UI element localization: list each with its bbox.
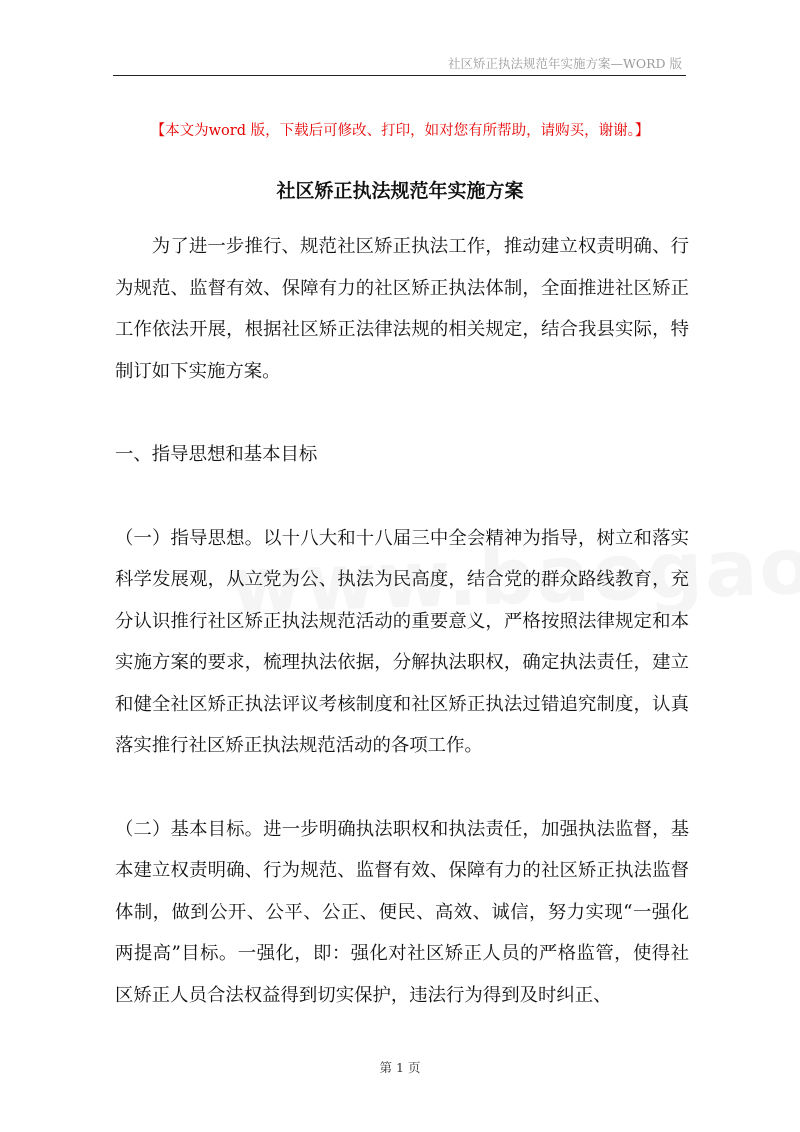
- page-number: 第 1 页: [379, 1060, 421, 1075]
- document-title: 社区矫正执法规范年实施方案: [276, 180, 524, 202]
- intro-paragraph: 为了进一步推行、规范社区矫正执法工作，推动建立权责明确、行为规范、监督有效、保障有力的社区矫正执法体制，全面推进社区矫正工作依法开展，根据社区矫正法律法规的相关规定，结合我县实际，特制订如下实施方案。: [115, 236, 689, 382]
- running-header: 社区矫正执法规范年实施方案—WORD 版: [447, 56, 682, 71]
- header-divider: [113, 75, 686, 76]
- document-body: [115, 226, 689, 1016]
- paragraph-basic-goals: （二）基本目标。进一步明确执法职权和执法责任，加强执法监督，基本建立权责明确、行为规范、监督有效、保障有力的社区矫正执法监督体制，做到公开、公平、公正、便民、高效、诚信，努力实现“一强化两提高”目标。一强化，即：强化对社区矫正人员的严格监管，使得社区矫正人员合法权益得到切实保护，违法行为得到及时纠正、: [115, 818, 689, 1006]
- paragraph-guiding-ideology: （一）指导思想。以十八大和十八届三中全会精神为指导，树立和落实科学发展观，从立党为公、执法为民高度，结合党的群众路线教育，充分认识推行社区矫正执法规范活动的重要意义，严格按照法律规定和本实施方案的要求，梳理执法依据，分解执法职权，确定执法责任，建立和健全社区矫正执法评议考核制度和社区矫正执法过错追究制度，认真落实推行社区矫正执法规范活动的各项工作。: [115, 527, 689, 756]
- purchase-notice: 【本文为word 版，下载后可修改、打印，如对您有所帮助，请购买，谢谢。】: [150, 123, 650, 139]
- section-heading: 一、指导思想和基本目标: [115, 444, 318, 465]
